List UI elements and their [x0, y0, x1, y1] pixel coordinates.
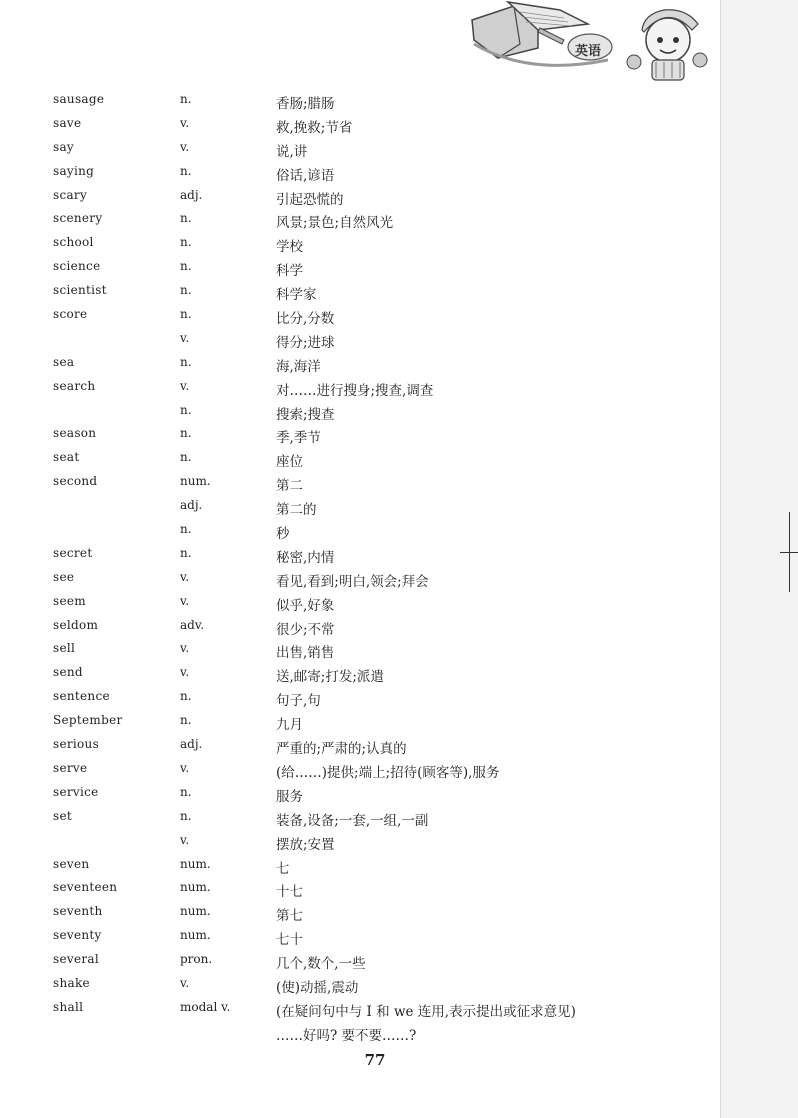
entry-meaning: 严重的;严肃的;认真的 [276, 741, 407, 758]
entry-word: science [53, 259, 101, 274]
entry-pos: v. [180, 832, 190, 847]
entry-word: scenery [53, 211, 103, 226]
entry-word: scary [53, 187, 88, 202]
vocab-entry [0, 615, 720, 639]
entry-meaning: (在疑问句中与 I 和 we 连用,表示提出或征求意见) [276, 1003, 576, 1020]
entry-meaning: 第二的 [276, 502, 317, 519]
entry-pos: n. [180, 402, 192, 417]
entry-pos: n. [180, 235, 192, 250]
entry-pos: num. [180, 474, 211, 489]
entry-word: service [53, 784, 99, 799]
vocab-entry [0, 806, 720, 830]
entry-word: seventy [53, 928, 102, 943]
entry-meaning: 第七 [276, 908, 303, 925]
entry-pos: n. [180, 211, 192, 226]
entry-pos: modal v. [180, 999, 231, 1014]
entry-word: search [53, 378, 96, 393]
entry-pos: n. [180, 784, 192, 799]
entry-meaning: 摆放;安置 [276, 836, 335, 853]
entry-word: school [53, 235, 94, 250]
vocab-entry [0, 376, 720, 400]
entry-pos: n. [180, 689, 192, 704]
vocab-entry [0, 280, 720, 304]
entry-meaning: 引起恐慌的 [276, 191, 344, 208]
entry-meaning: (使)动摇,震动 [276, 979, 359, 996]
vocab-entry [0, 543, 720, 567]
entry-pos: n. [180, 808, 192, 823]
entry-word: season [53, 426, 97, 441]
entry-meaning: 很少;不常 [276, 621, 335, 638]
entry-pos: v. [180, 760, 190, 775]
page-gutter [720, 0, 798, 1118]
entry-pos: num. [180, 880, 211, 895]
entry-meaning: 救,挽救;节省 [276, 119, 353, 136]
entry-pos: n. [180, 426, 192, 441]
vocab-entry [0, 686, 720, 710]
entry-meaning: 得分;进球 [276, 334, 335, 351]
entry-pos: n. [180, 713, 192, 728]
entry-word: serious [53, 737, 100, 752]
vocab-entry [0, 877, 720, 901]
entry-pos: num. [180, 904, 211, 919]
entry-meaning: 七十 [276, 932, 303, 949]
entry-pos: v. [180, 569, 190, 584]
entry-pos: v. [180, 975, 190, 990]
entry-pos: v. [180, 641, 190, 656]
entry-pos: n. [180, 307, 192, 322]
entry-meaning: 科学 [276, 263, 303, 280]
vocab-entry [0, 304, 720, 328]
vocab-entry [0, 997, 720, 1021]
vocab-entry [0, 973, 720, 997]
entry-meaning: 似乎,好象 [276, 597, 335, 614]
entry-meaning: 说,讲 [276, 143, 308, 160]
entry-meaning: 送,邮寄;打发;派遣 [276, 669, 384, 686]
entry-pos: n. [180, 354, 192, 369]
entry-word: seventeen [53, 880, 118, 895]
entry-meaning: 科学家 [276, 287, 317, 304]
entry-meaning: 出售,销售 [276, 645, 335, 662]
vocab-entry [0, 137, 720, 161]
entry-meaning: 香肠;腊肠 [276, 96, 335, 112]
entry-word: saying [53, 163, 95, 178]
vocab-entry [0, 1021, 720, 1045]
vocab-entry [0, 782, 720, 806]
entry-pos: num. [180, 856, 211, 871]
vocab-entry [0, 232, 720, 256]
vocab-entry [0, 113, 720, 137]
vocab-entry [0, 519, 720, 543]
entry-meaning: (给……)提供;端上;招待(顾客等),服务 [276, 764, 500, 781]
entry-pos: v. [180, 330, 190, 345]
entry-word: sell [53, 641, 76, 656]
entry-meaning: 俗话,谚语 [276, 167, 335, 184]
entry-meaning: 第二 [276, 478, 303, 495]
entry-meaning: 秘密,内情 [276, 549, 335, 566]
vocab-entry [0, 901, 720, 925]
entry-word: score [53, 307, 88, 322]
vocab-entry [0, 854, 720, 878]
entry-word: set [53, 808, 72, 823]
page-number: 77 [364, 1051, 386, 1069]
entry-word: sausage [53, 92, 105, 106]
vocab-entry [0, 758, 720, 782]
entry-word: sea [53, 354, 75, 369]
entry-word: secret [53, 545, 93, 560]
entry-pos: n. [180, 283, 192, 298]
entry-meaning: 服务 [276, 788, 303, 805]
vocab-entry [0, 830, 720, 854]
vocab-entry [0, 400, 720, 424]
entry-word: seldom [53, 617, 99, 632]
entry-pos: n. [180, 522, 192, 537]
vocab-entry [0, 591, 720, 615]
entry-meaning: 十七 [276, 884, 303, 901]
entry-pos: adj. [180, 187, 203, 202]
entry-meaning: 句子,句 [276, 693, 321, 710]
entry-meaning: 季,季节 [276, 430, 321, 447]
entry-pos: num. [180, 928, 211, 943]
entry-pos: n. [180, 450, 192, 465]
entry-pos: v. [180, 665, 190, 680]
entry-pos: pron. [180, 952, 213, 967]
entry-word: second [53, 474, 98, 489]
vocab-entry [0, 352, 720, 376]
vocab-entry [0, 734, 720, 758]
entry-word: seem [53, 593, 86, 608]
vocab-entry [0, 638, 720, 662]
entry-word: seven [53, 856, 90, 871]
vocab-entry [0, 161, 720, 185]
vocab-entry [0, 328, 720, 352]
vocab-entry [0, 471, 720, 495]
vocab-entry [0, 89, 720, 113]
vocab-entry [0, 925, 720, 949]
vocabulary-list [0, 89, 720, 1045]
entry-pos: n. [180, 259, 192, 274]
entry-pos: n. [180, 163, 192, 178]
entry-word: send [53, 665, 83, 680]
entry-pos: v. [180, 139, 190, 154]
entry-word: several [53, 952, 99, 967]
page-header-illustration [468, 0, 713, 85]
entry-word: save [53, 115, 82, 130]
entry-pos: adj. [180, 498, 203, 513]
entry-word: shall [53, 999, 84, 1014]
entry-pos: adj. [180, 737, 203, 752]
vocab-entry [0, 662, 720, 686]
entry-pos: v. [180, 115, 190, 130]
entry-meaning: 座位 [276, 454, 303, 471]
entry-word: sentence [53, 689, 110, 704]
vocab-entry [0, 423, 720, 447]
entry-meaning: 几个,数个,一些 [276, 956, 366, 973]
entry-meaning: 学校 [276, 239, 303, 256]
entry-meaning: 装备,设备;一套,一组,一副 [276, 812, 429, 829]
vocab-entry [0, 208, 720, 232]
entry-word: September [53, 713, 123, 728]
entry-word: seat [53, 450, 80, 465]
entry-pos: v. [180, 378, 190, 393]
vocab-entry [0, 949, 720, 973]
crop-mark-horizontal [780, 552, 798, 553]
entry-word: serve [53, 760, 88, 775]
entry-meaning: 七 [276, 860, 290, 877]
vocab-entry [0, 710, 720, 734]
entry-pos: n. [180, 545, 192, 560]
entry-meaning: 对……进行搜身;搜查,调查 [276, 382, 434, 399]
entry-word: say [53, 139, 74, 154]
entry-word: seventh [53, 904, 103, 919]
entry-pos: n. [180, 92, 192, 106]
entry-meaning: 秒 [276, 526, 290, 543]
entry-pos: v. [180, 593, 190, 608]
entry-word: see [53, 569, 75, 584]
entry-meaning: 看见,看到;明白,领会;拜会 [276, 573, 429, 590]
section-label: 英语 [575, 44, 602, 59]
entry-pos: adv. [180, 617, 205, 632]
entry-meaning: 海,海洋 [276, 358, 321, 375]
entry-meaning: 比分,分数 [276, 311, 335, 328]
entry-word: shake [53, 975, 90, 990]
entry-meaning: 搜索;搜查 [276, 406, 335, 423]
entry-meaning: 风景;景色;自然风光 [276, 215, 394, 232]
vocab-entry [0, 567, 720, 591]
vocab-entry [0, 256, 720, 280]
entry-word: scientist [53, 283, 107, 298]
vocab-entry [0, 495, 720, 519]
vocab-entry [0, 185, 720, 209]
vocab-entry [0, 447, 720, 471]
entry-meaning: 九月 [276, 717, 303, 734]
entry-meaning: ……好吗? 要不要……? [276, 1027, 417, 1044]
